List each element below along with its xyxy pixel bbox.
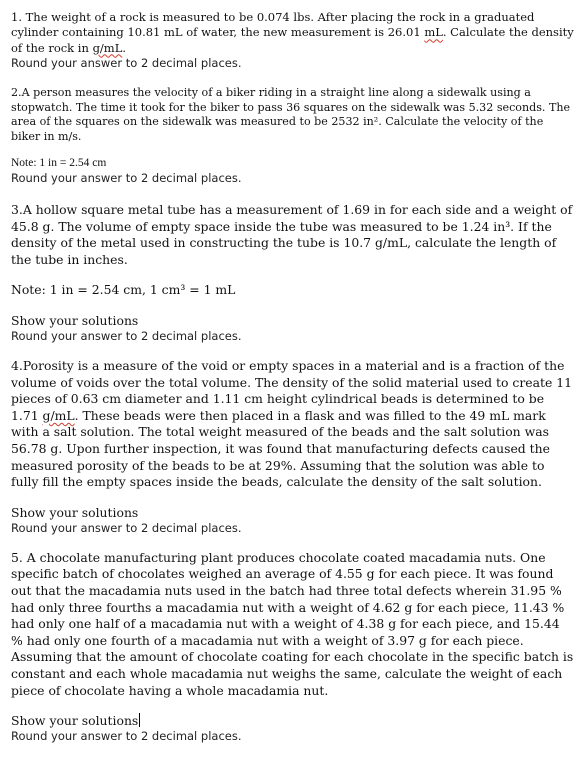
question-1-text-b: . Calculate the density of the rock in: [11, 25, 574, 55]
question-4-text-b: . These beads were then placed in a flask and was filled to the 49 mL mark with a salt solution. The total weight measured of the beads and the salt solution was 56.78 g. Upon further inspection, it was found that manufacturing defects caused the measured porosity of the beads to be at 29%. Assuming that the solution was able to fully fill the empty spaces inside the beads, calculate the density of the salt solution.: [11, 407, 550, 490]
round-instruction: Round your answer to 2 decimal places.: [11, 729, 242, 744]
spellcheck-word: mL: [424, 25, 443, 40]
show-solutions: Show your solutions: [11, 504, 139, 520]
round-instruction: Round your answer to 2 decimal places.: [11, 55, 242, 70]
question-3-note: Note: 1 in = 2.54 cm, 1 cm³ = 1 mL: [11, 282, 236, 298]
question-2: 2.A person measures the velocity of a biker riding in a straight line along a sidewalk using a stopwatch. The time it took for the biker to pass 36 squares on the sidewalk was 5.32 seconds. The area of the squares on the sidewalk was measured to be 2532 in². Calculate the velocity of the biker in m/s.: [11, 85, 571, 144]
spellcheck-word: g/mL: [42, 407, 75, 423]
show-solutions: Show your solutions: [11, 313, 139, 329]
show-solutions: [11, 713, 574, 729]
question-1: [11, 10, 574, 56]
spellcheck-word: g/mL: [92, 40, 123, 55]
question-1-text-c: .: [122, 40, 126, 55]
text-cursor: [139, 713, 140, 727]
round-instruction: Round your answer to 2 decimal places.: [11, 171, 242, 186]
question-2-note: Note: 1 in = 2.54 cm: [11, 157, 107, 170]
round-instruction: Round your answer to 2 decimal places.: [11, 520, 242, 535]
question-1-text-a: 1. The weight of a rock is measured to be 0.074 lbs. After placing the rock in a graduated cylinder containing 10.81 mL of water, the new measurement is 26.01: [11, 10, 535, 40]
round-instruction: Round your answer to 2 decimal places.: [11, 329, 242, 344]
question-4-text-a: 4.Porosity is a measure of the void or empty spaces in a material and is a fraction of the volume of voids over the total volume. The density of the solid material used to create 11 pieces of 0.63 cm diameter and 1.11 cm height cylindrical beads is determined to be 1.71: [11, 358, 572, 423]
question-4: [11, 358, 574, 491]
show-solutions-label: Show your solutions: [11, 713, 139, 729]
question-5: 5. A chocolate manufacturing plant produces chocolate coated macadamia nuts. One specific batch of chocolates weighed an average of 4.55 g for each piece. It was found out that the macadamia nuts used in the batch had three total defects wherein 31.95 % had only three fourths a macadamia nut with a weight of 4.62 g for each piece, 11.43 % had only one half of a macadamia nut with a weight of 4.38 g for each piece, and 15.44 % had only one fourth of a macadamia nut with a weight of 3.97 g for each piece. Assuming that the amount of chocolate coating for each chocolate in the specific batch is constant and each whole macadamia nut weighs the same, calculate the weight of each piece of chocolate having a whole macadamia nut.: [11, 549, 574, 698]
question-3: 3.A hollow square metal tube has a measurement of 1.69 in for each side and a weight of 45.8 g. The volume of empty space inside the tube was measured to be 1.24 in³. If the density of the metal used in constructing the tube is 10.7 g/mL, calculate the length of the tube in inches.: [11, 202, 573, 267]
